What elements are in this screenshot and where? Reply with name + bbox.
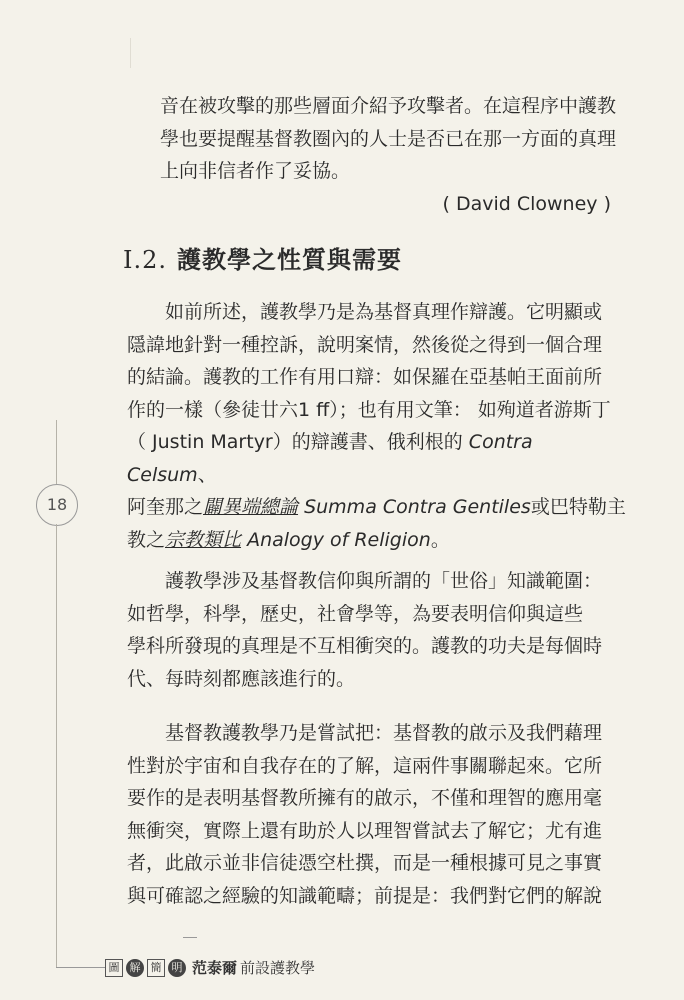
- text-line: 要作的是表明基督教所擁有的啟示，不僅和理智的應用毫: [127, 787, 603, 809]
- text-line: [127, 426, 627, 491]
- series-char-box: 圖: [105, 959, 123, 977]
- text-line: 學也要提醒基督教圈內的人士是否已在那一方面的真理: [160, 127, 617, 150]
- quote-attribution: ( David Clowney ): [442, 193, 611, 215]
- text-line: 學科所發現的真理是不互相衝突的。護教的功夫是每個時: [127, 635, 603, 657]
- text-segment: （ Justin Martyr）的辯護書、俄利根的: [127, 431, 469, 453]
- series-char-dot: 解: [126, 959, 144, 977]
- text-line: 如哲學，科學，歷史，社會學等，為要表明信仰與這些: [127, 602, 584, 625]
- text-line: 代、每時刻都應該進行的。: [127, 667, 356, 690]
- text-line: 基督教護教學乃是嘗試把：基督教的啟示及我們藉理: [165, 722, 603, 744]
- text-line: 無衝突，實際上還有助於人以理智嘗試去了解它；尤有進: [127, 819, 603, 842]
- continued-paragraph: [160, 90, 630, 188]
- section-number: I.2.: [123, 246, 168, 274]
- text-line: 的結論。護教的工作有用口辯：如保羅在亞基帕王面前所: [127, 366, 603, 388]
- latin-title: Summa Contra Gentiles: [298, 496, 531, 518]
- text-line: 作的一樣（參徒廿六1 ff）；也有用文筆： 如殉道者游斯丁: [127, 398, 611, 421]
- text-line: [127, 491, 627, 524]
- text-line: 音在被攻擊的那些層面介紹予攻擊者。在這程序中護教: [160, 95, 617, 117]
- paragraph-nature: [127, 296, 627, 556]
- text-segment: 阿奎那之: [127, 496, 204, 518]
- text-line: 上向非信者作了妥協。: [160, 160, 351, 182]
- series-char-dot: 明: [168, 959, 186, 977]
- margin-rule-upper: [56, 420, 57, 484]
- text-segment: 。: [430, 528, 450, 551]
- latin-title: Contra Celsum: [127, 431, 533, 486]
- text-line: 隱諱地針對一種控訴，說明案情，然後從之得到一個合理: [127, 333, 603, 356]
- text-line: 性對於宇宙和自我存在的了解，這兩件事關聯起來。它所: [127, 754, 603, 777]
- text-line: [127, 524, 627, 557]
- book-title-chinese: 闢異端總論: [203, 496, 299, 518]
- text-line: 護教學涉及基督教信仰與所謂的「世俗」知識範圍：: [165, 570, 603, 592]
- paragraph-revelation: [127, 717, 627, 912]
- text-segment: 或巴特勒主: [530, 496, 626, 518]
- footer-tick: [183, 937, 197, 938]
- section-title: 護教學之性質與需要: [177, 246, 403, 274]
- top-faint-rule: [130, 38, 131, 68]
- text-line: 與可確認之經驗的知識範疇；前提是：我們對它們的解說: [127, 884, 603, 907]
- footer-rule: [56, 967, 106, 968]
- footer-author: 范泰爾: [192, 959, 238, 977]
- section-heading: [123, 240, 402, 275]
- page-number: 18: [36, 484, 78, 526]
- latin-title: Analogy of Religion: [241, 528, 431, 551]
- book-title-chinese: 宗教類比: [165, 528, 242, 551]
- footer-book-title: 前設護教學: [240, 959, 316, 977]
- series-char-box: 簡: [147, 959, 165, 977]
- running-footer: [105, 957, 315, 978]
- text-segment: 教之: [127, 528, 166, 551]
- margin-rule-lower: [56, 524, 57, 967]
- paragraph-secular: [127, 565, 627, 695]
- text-line: 如前所述，護教學乃是為基督真理作辯護。它明顯或: [165, 301, 603, 323]
- text-line: 者，此啟示並非信徒憑空杜撰，而是一種根據可見之事實: [127, 852, 603, 874]
- text-segment: 、: [197, 463, 217, 486]
